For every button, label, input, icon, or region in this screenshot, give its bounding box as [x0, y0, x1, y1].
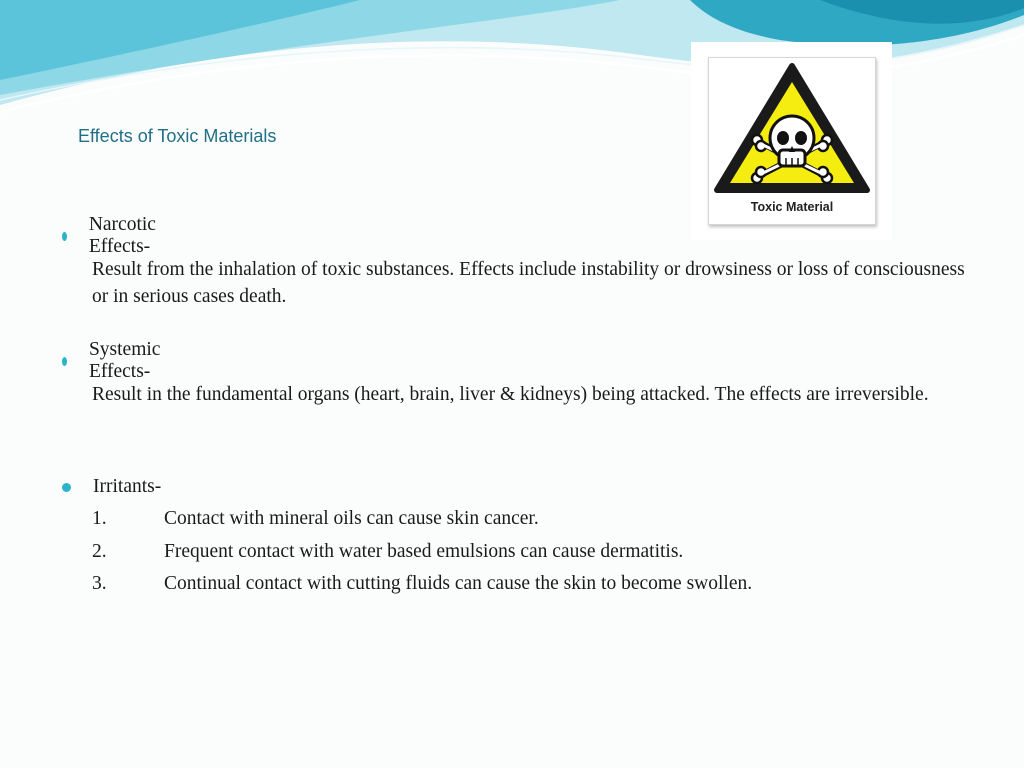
bullet-heading: Irritants- [93, 476, 162, 497]
bullet-description: Result from the inhalation of toxic substances. Effects include instability or drowsiness or loss of consciousness or in serious cases death. [92, 259, 965, 307]
skull-warning-icon [709, 58, 875, 198]
bullet-item-irritants [62, 474, 161, 500]
bullet-dot-icon [62, 232, 67, 241]
bullet-dot-icon [62, 483, 71, 492]
bullet-dot-icon [62, 357, 67, 366]
bullet-item-narcotic [62, 214, 160, 257]
list-item-text: Continual contact with cutting fluids can cause the skin to become swollen. [164, 573, 753, 594]
bullet-heading: Narcotic Effects- [88, 214, 156, 257]
bullet-heading: Systemic Effects- [88, 339, 161, 382]
list-item-text: Frequent contact with water based emulsions can cause dermatitis. [164, 541, 684, 562]
list-item-number: 3. [92, 573, 107, 594]
sign-panel [708, 57, 876, 225]
slide-title: Effects of Toxic Materials [78, 126, 277, 146]
list-item-number: 2. [92, 541, 107, 562]
bullet-item-systemic [62, 339, 165, 382]
toxic-material-sign [691, 42, 892, 240]
list-item-text: Contact with mineral oils can cause skin cancer. [164, 508, 539, 529]
list-item-number: 1. [92, 508, 107, 529]
bullet-description: Result in the fundamental organs (heart, brain, liver & kidneys) being attacked. The effects are irreversible. [92, 384, 929, 405]
sign-caption: Toxic Material [750, 200, 834, 214]
